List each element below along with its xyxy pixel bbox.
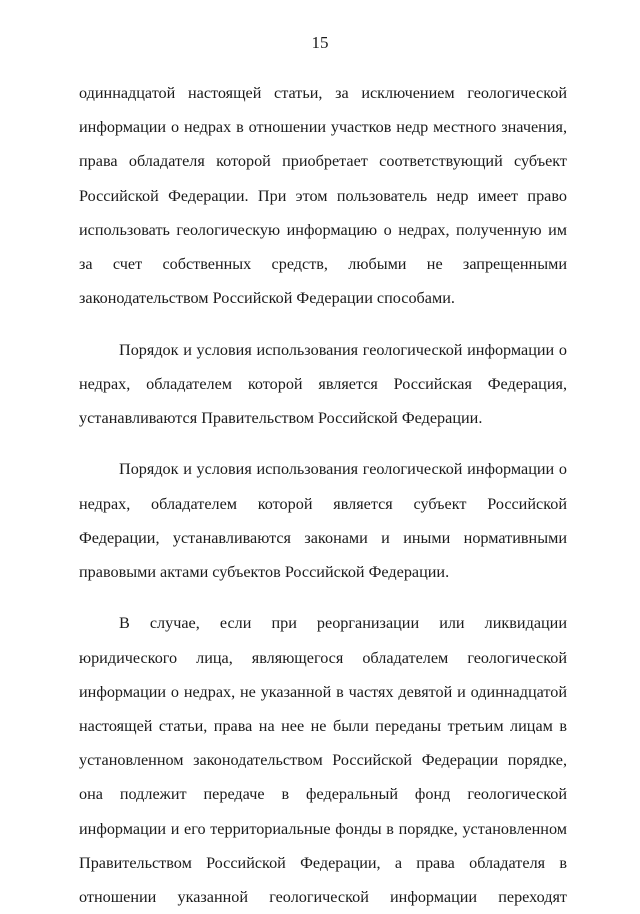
paragraph-continuation: одиннадцатой настоящей статьи, за исключением геологической информации о недрах в отношении участков недр местного значения, права обладателя которой приобретает соответствующий субъект Российской Федерации. При этом пользователь недр имеет право использовать геологическую информацию о недрах, полученную им за счет собственных средств, любыми не запрещенными законодательством Российской Федерации способами.: [79, 84, 567, 308]
page-number: 15: [311, 33, 329, 52]
document-body: [79, 76, 567, 914]
paragraph-subject-procedure: Порядок и условия использования геологической информации о недрах, обладателем которой является субъект Российской Федерации, устанавливаются законами и иными нормативными правовыми актами субъектов Российской Федерации.: [79, 460, 567, 582]
paragraph-reorganization: В случае, если при реорганизации или ликвидации юридического лица, являющегося обладателем геологической информации о недрах, не указанной в частях девятой и одиннадцатой настоящей статьи, права на нее не были переданы третьим лицам в установленном законодательством Российской Федерации порядке, она подлежит передаче в федеральный фонд геологической информации и его территориальные фонды в порядке, установленном Правительством Российской Федерации, а права обладателя в отношении указанной геологической информации переходят: [79, 614, 567, 907]
paragraph-federation-procedure: Порядок и условия использования геологической информации о недрах, обладателем которой является Российская Федерация, устанавливаются Правительством Российской Федерации.: [79, 340, 567, 428]
